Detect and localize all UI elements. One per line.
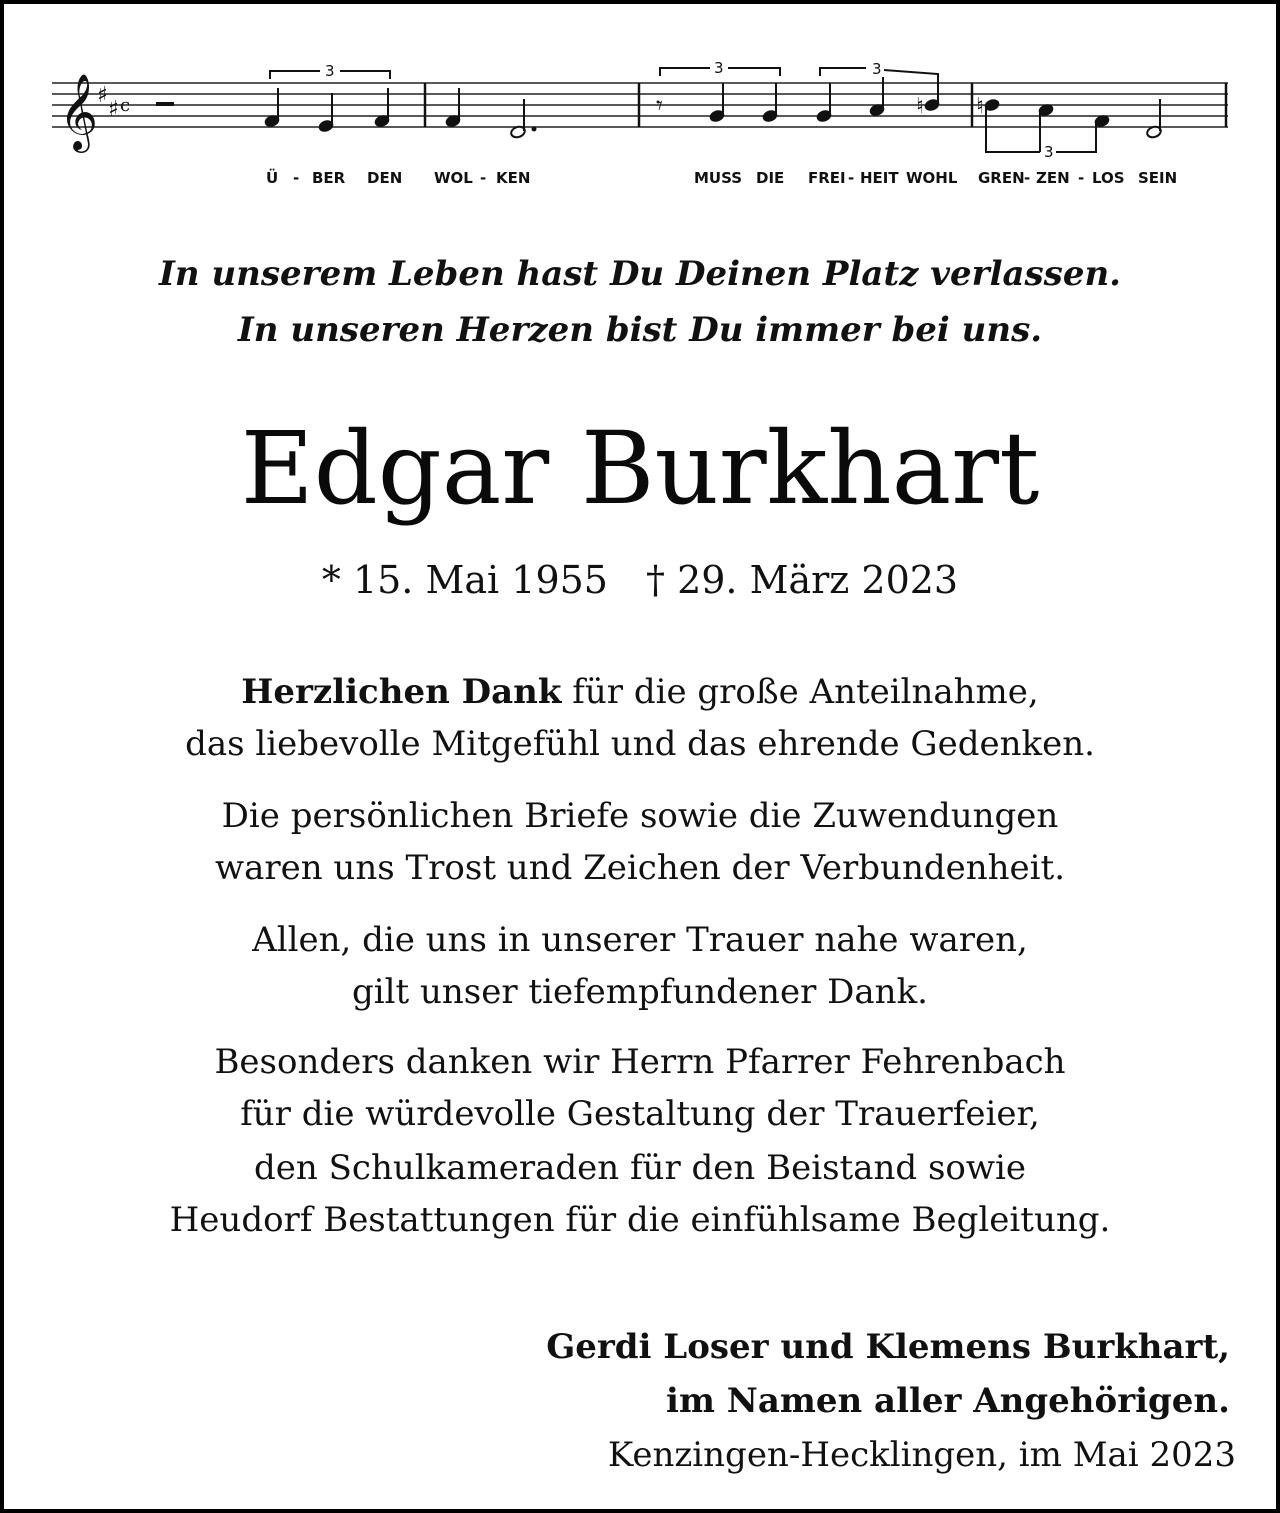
eighth-rest-icon: 𝄾	[656, 91, 663, 121]
lyric-syllable: BER	[312, 169, 346, 187]
quote-line-2: In unseren Herzen bist Du immer bei uns.	[237, 310, 1043, 350]
lyric-syllable: DIE	[756, 169, 785, 187]
sharp-icon: ♯	[97, 83, 108, 108]
special-line-1: Besonders danken wir Herrn Pfarrer Fehrenbach	[214, 1042, 1066, 1082]
lyric-syllable: ZEN	[1036, 169, 1070, 187]
lyric-syllable: WOHL	[906, 169, 958, 187]
common-time-icon: c	[120, 95, 131, 116]
thanks-lead: Herzlichen Dank	[241, 672, 562, 712]
special-line-3: den Schulkameraden für den Beistand sowie	[254, 1148, 1026, 1188]
triplet-mark: 3	[714, 59, 724, 77]
lyric-syllable: -	[1024, 169, 1031, 187]
natural-icon: ♮	[976, 94, 984, 119]
lyric-syllable: -	[293, 169, 300, 187]
treble-clef-icon: 𝄞	[59, 73, 99, 150]
triplet-mark: 3	[872, 60, 882, 78]
half-rest-icon	[156, 102, 174, 106]
lyric-syllable: DEN	[367, 169, 403, 187]
quote-line-1: In unserem Leben hast Du Deinen Platz verlassen.	[158, 254, 1122, 294]
lyrics	[266, 168, 1177, 187]
lyric-syllable: HEIT	[860, 169, 899, 187]
life-dates	[4, 552, 1276, 608]
signature-line-2: im Namen aller Angehörigen.	[666, 1381, 1230, 1421]
letters-line-2: waren uns Trost und Zeichen der Verbundenheit.	[214, 848, 1066, 888]
birth-date: * 15. Mai 1955	[321, 558, 608, 602]
all-line-2: gilt unser tiefempfundener Dank.	[352, 972, 928, 1012]
triplet-mark: 3	[325, 62, 335, 80]
natural-icon: ♮	[916, 94, 924, 119]
special-line-4: Heudorf Bestattungen für die einfühlsame Begleitung.	[169, 1200, 1111, 1240]
thanks-line-2: das liebevolle Mitgefühl und das ehrende Gedenken.	[185, 724, 1095, 764]
lyric-syllable: KEN	[496, 169, 531, 187]
place-and-date: Kenzingen-Hecklingen, im Mai 2023	[607, 1435, 1236, 1475]
all-line-1: Allen, die uns in unserer Trauer nahe waren,	[252, 920, 1028, 960]
lyric-syllable: Ü	[266, 169, 279, 187]
music-staff-illustration	[4, 4, 1276, 204]
deceased-name: Edgar Burkhart	[240, 410, 1040, 527]
lyric-syllable: -	[1078, 169, 1085, 187]
lyric-syllable: MUSS	[694, 169, 743, 187]
notes	[264, 74, 1163, 152]
signature-line-1: Gerdi Loser und Klemens Burkhart,	[546, 1327, 1230, 1367]
special-line-2: für die würdevolle Gestaltung der Trauerfeier,	[240, 1094, 1040, 1134]
lyric-syllable: FREI	[808, 169, 846, 187]
thanks-line-1-rest: für die große Anteilnahme,	[561, 672, 1039, 712]
lyric-syllable: LOS	[1092, 169, 1125, 187]
lyric-syllable: GREN	[978, 169, 1025, 187]
lyric-syllable: WOL	[434, 169, 473, 187]
lyric-syllable: -	[848, 169, 855, 187]
letters-line-1: Die persönlichen Briefe sowie die Zuwendungen	[221, 796, 1059, 836]
thanks-line-1	[4, 666, 1276, 718]
lyric-syllable: SEIN	[1138, 169, 1178, 187]
triplet-mark: 3	[1044, 143, 1054, 161]
sharp-icon: ♯	[108, 97, 119, 122]
death-date: † 29. März 2023	[645, 558, 959, 602]
lyric-syllable: -	[480, 169, 487, 187]
